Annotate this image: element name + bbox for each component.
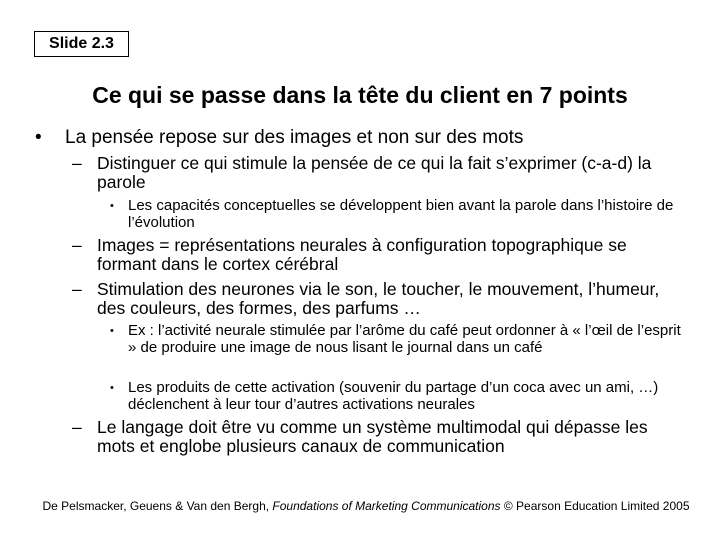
- footer-authors: De Pelsmacker, Geuens & Van den Bergh,: [42, 499, 273, 513]
- bullet-level1: [35, 128, 675, 148]
- footer-citation: [0, 499, 720, 513]
- dash-marker: –: [72, 153, 82, 173]
- bullet-level3: [110, 379, 690, 413]
- bullet-text: La pensée repose sur des images et non sur des mots: [65, 127, 524, 148]
- bullet-text: Le langage doit être vu comme un système multimodal qui dépasse les mots et englobe plusieurs canaux de communication: [97, 417, 648, 456]
- slide-number-box: [34, 31, 129, 57]
- bullet-level2: [72, 280, 682, 318]
- bullet-text: Ex : l’activité neurale stimulée par l’arôme du café peut ordonner à « l’œil de l’esprit » de produire une image de nous lisant le journal dans un café: [128, 322, 681, 356]
- bullet-level3: [110, 322, 690, 356]
- slide-number: Slide 2.3: [49, 35, 114, 52]
- bullet-text: Distinguer ce qui stimule la pensée de ce qui la fait s’exprimer (c-a-d) la parole: [97, 153, 652, 192]
- bullet-level3: [110, 197, 690, 231]
- bullet-marker: •: [110, 200, 114, 212]
- bullet-marker: •: [110, 325, 114, 337]
- bullet-level2: [72, 236, 682, 274]
- bullet-text: Les capacités conceptuelles se développent bien avant la parole dans l’histoire de l’évolution: [128, 197, 674, 231]
- bullet-text: Les produits de cette activation (souvenir du partage d’un coca avec un ami, …) déclenchent à leur tour d’autres activations neurales: [128, 379, 659, 413]
- bullet-text: Images = représentations neurales à configuration topographique se formant dans le cortex cérébral: [97, 235, 627, 274]
- dash-marker: –: [72, 235, 82, 255]
- footer-book-title: Foundations of Marketing Communications: [272, 499, 501, 513]
- slide-title: Ce qui se passe dans la tête du client en 7 points: [92, 82, 628, 108]
- bullet-level2: [72, 418, 682, 456]
- footer-publisher: © Pearson Education Limited 2005: [500, 499, 690, 513]
- dash-marker: –: [72, 279, 82, 299]
- bullet-marker: •: [35, 127, 42, 148]
- bullet-level2: [72, 154, 682, 192]
- bullet-text: Stimulation des neurones via le son, le toucher, le mouvement, l’humeur, des couleurs, des formes, des parfums …: [97, 279, 660, 318]
- dash-marker: –: [72, 417, 82, 437]
- bullet-marker: •: [110, 382, 114, 394]
